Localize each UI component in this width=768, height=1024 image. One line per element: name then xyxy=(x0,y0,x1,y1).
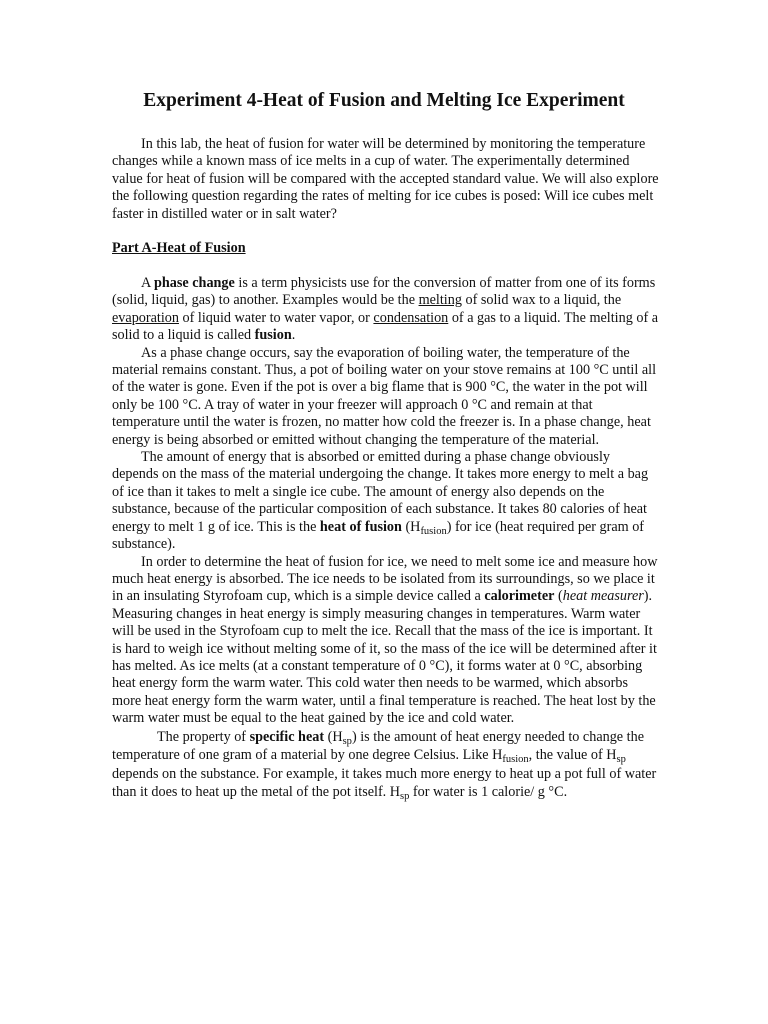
body-text xyxy=(112,275,660,802)
paragraph-calorimeter: In order to determine the heat of fusion for ice, we need to melt some ice and measure how much heat energy is absorbed. The ice needs to be isolated from its surroundings, so we place it in an insulating Styrofoam cup, which is a simple device called a calorimeter (heat measurer). Measuring changes in heat energy is simply measuring changes in temperatures. Warm water will be used in the Styrofoam cup to melt the ice. Recall that the mass of the ice is important. It is hard to weigh ice without melting some of it, so the mass of the ice will be determined after it has melted. As ice melts (at a constant temperature of 0 °C), it forms water at 0 °C, absorbing heat energy form the warm water. This cold water then needs to be warmed, which absorbs more heat energy form the warm water, until a final temperature is reached. The heat lost by the warm water must be equal to the heat gained by the ice and cold water. xyxy=(112,553,658,727)
paragraph-phase-change: A phase change is a term physicists use for the conversion of matter from one of its forms (solid, liquid, gas) to another. Examples would be the melting of solid wax to a liquid, the evaporation of liquid water to water vapor, or condensation of a gas to a liquid. The melting of a solid to a liquid is called fusion. xyxy=(112,275,659,344)
intro-paragraph: In this lab, the heat of fusion for water will be determined by monitoring the temperature changes while a known mass of ice melts in a cup of water. The experimentally determined value for heat of fusion will be compared with the accepted standard value. We will also explore the following question regarding the rates of melting for ice cubes is posed: Will ice cubes melt faster in distilled water or in salt water? xyxy=(112,136,659,222)
paragraph-constant-temperature: As a phase change occurs, say the evaporation of boiling water, the temperature of the material remains constant. Thus, a pot of boiling water on your stove remains at 100 °C until all of the water is gone. Even if the pot is over a big flame that is 900 °C, the water in the pot will only be 100 °C. A tray of water in your freezer will approach 0 °C and remain at that temperature until the water is frozen, no matter how cold the freezer is. In a phase change, heat energy is being absorbed or emitted without changing the temperature of the material. xyxy=(112,344,657,448)
paragraph-energy-amount: The amount of energy that is absorbed or emitted during a phase change obviously depends on the mass of the material undergoing the change. It takes more energy to melt a bag of ice than it takes to melt a single ice cube. The amount of energy also depends on the substance, because of the particular composition of each substance. It takes 80 calories of heat energy to melt 1 g of ice. This is the heat of fusion $(H_{fusion})$ for ice (heat required per gram of substance). xyxy=(112,449,649,553)
document-title: Experiment 4-Heat of Fusion and Melting Ice Experiment xyxy=(143,90,625,111)
section-heading: Part A-Heat of Fusion xyxy=(112,240,246,256)
paragraph-specific-heat: The property of specific heat $(H_{sp})$ is the amount of heat energy needed to change the temperature of one gram of a material by one degree Celsius. Like $H_{fusion}$, the value of $H_{sp}$ depends on the substance. For example, it takes much more energy to heat up a pot full of water than it does to heat up the metal of the pot itself. $H_{sp}$ for water is 1 calorie/ g °C. xyxy=(112,728,657,803)
